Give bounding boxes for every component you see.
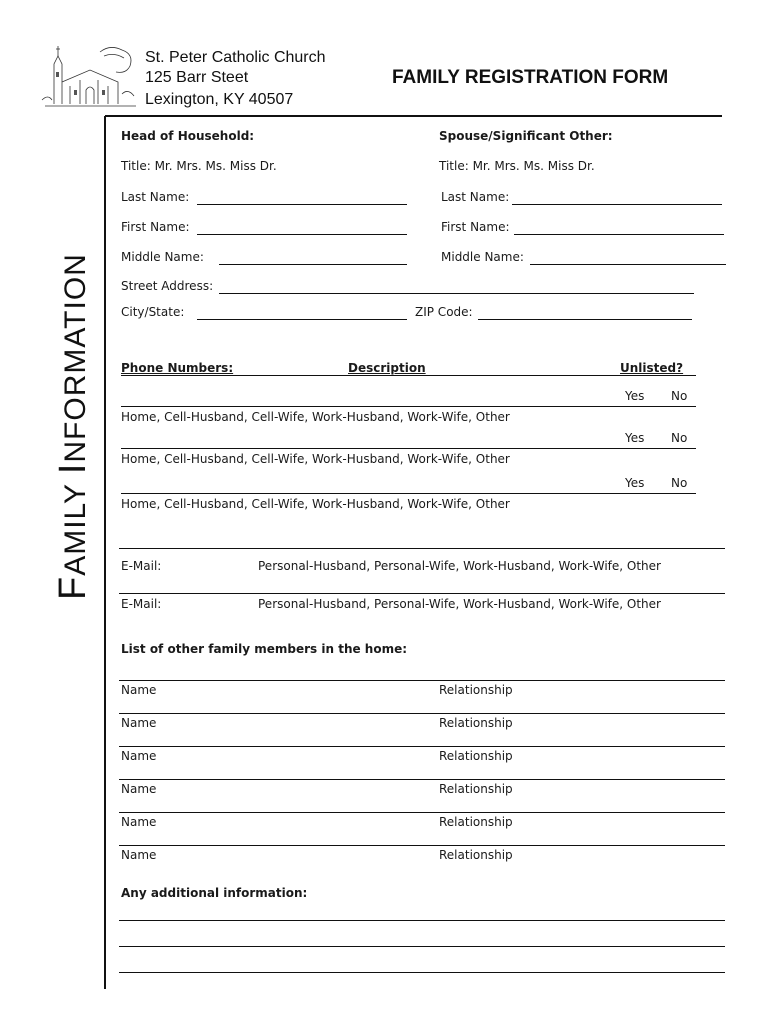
spouse-title-options[interactable]: Title: Mr. Mrs. Ms. Miss Dr.: [439, 159, 595, 173]
family-members-heading: List of other family members in the home:: [121, 642, 408, 656]
zip-code-label: ZIP Code:: [415, 305, 473, 319]
church-name: St. Peter Catholic Church: [145, 49, 326, 66]
family-member-4-name-label: Name: [121, 782, 157, 796]
spouse-middle-name-field[interactable]: [530, 264, 726, 265]
family-member-2-field[interactable]: [119, 713, 725, 714]
city-state-field[interactable]: [197, 319, 407, 320]
phone-unlisted-heading: Unlisted?: [620, 361, 684, 375]
church-city: Lexington, KY 40507: [145, 91, 294, 108]
spouse-first-name-field[interactable]: [514, 234, 724, 235]
spouse-heading: Spouse/Significant Other:: [439, 129, 613, 143]
email-1-label: E-Mail:: [121, 559, 162, 573]
phone-2-no[interactable]: No: [671, 431, 688, 445]
street-address-field[interactable]: [219, 293, 694, 294]
email-1-field[interactable]: [119, 548, 725, 549]
family-member-2-name-label: Name: [121, 716, 157, 730]
family-member-4-field[interactable]: [119, 779, 725, 780]
family-member-5-name-label: Name: [121, 815, 157, 829]
spouse-last-name-field[interactable]: [512, 204, 722, 205]
family-member-3-name-label: Name: [121, 749, 157, 763]
family-information-label: FAMILY INFORMATION: [52, 253, 94, 600]
email-2-field[interactable]: [119, 593, 725, 594]
phone-description-heading: Description: [348, 361, 426, 375]
family-member-3-field[interactable]: [119, 746, 725, 747]
email-2-options: Personal-Husband, Personal-Wife, Work-Husband, Work-Wife, Other: [258, 597, 661, 611]
family-member-6-field[interactable]: [119, 845, 725, 846]
head-last-name-field[interactable]: [197, 204, 407, 205]
head-last-name-label: Last Name:: [121, 190, 190, 204]
spouse-first-name-label: First Name:: [441, 220, 510, 234]
head-middle-name-label: Middle Name:: [121, 250, 204, 264]
head-first-name-label: First Name:: [121, 220, 190, 234]
additional-info-line-3[interactable]: [119, 972, 725, 973]
zip-code-field[interactable]: [478, 319, 692, 320]
head-of-household-heading: Head of Household:: [121, 129, 255, 143]
head-title-options[interactable]: Title: Mr. Mrs. Ms. Miss Dr.: [121, 159, 277, 173]
side-divider: [104, 116, 106, 989]
form-title: FAMILY REGISTRATION FORM: [392, 67, 669, 88]
head-middle-name-field[interactable]: [219, 264, 407, 265]
city-state-label: City/State:: [121, 305, 185, 319]
family-member-2-relationship-label: Relationship: [439, 716, 513, 730]
family-member-6-relationship-label: Relationship: [439, 848, 513, 862]
spouse-last-name-label: Last Name:: [441, 190, 510, 204]
phone-2-field[interactable]: [121, 448, 696, 449]
phone-2-yes[interactable]: Yes: [625, 431, 645, 445]
phone-1-yes[interactable]: Yes: [625, 389, 645, 403]
spouse-middle-name-label: Middle Name:: [441, 250, 524, 264]
phone-heading-rule: [121, 375, 696, 376]
family-member-1-relationship-label: Relationship: [439, 683, 513, 697]
head-first-name-field[interactable]: [197, 234, 407, 235]
phone-3-options: Home, Cell-Husband, Cell-Wife, Work-Husband, Work-Wife, Other: [121, 497, 510, 511]
phone-3-no[interactable]: No: [671, 476, 688, 490]
family-member-4-relationship-label: Relationship: [439, 782, 513, 796]
family-member-5-relationship-label: Relationship: [439, 815, 513, 829]
phone-1-field[interactable]: [121, 406, 696, 407]
phone-numbers-heading: Phone Numbers:: [121, 361, 234, 375]
phone-1-options: Home, Cell-Husband, Cell-Wife, Work-Husband, Work-Wife, Other: [121, 410, 510, 424]
phone-1-no[interactable]: No: [671, 389, 688, 403]
phone-3-field[interactable]: [121, 493, 696, 494]
family-member-1-field[interactable]: [119, 680, 725, 681]
additional-info-heading: Any additional information:: [121, 886, 308, 900]
header-divider: [105, 115, 722, 117]
church-street: 125 Barr Steet: [145, 69, 249, 86]
church-logo: [40, 42, 140, 112]
family-member-3-relationship-label: Relationship: [439, 749, 513, 763]
family-member-1-name-label: Name: [121, 683, 157, 697]
additional-info-line-1[interactable]: [119, 920, 725, 921]
phone-2-options: Home, Cell-Husband, Cell-Wife, Work-Husband, Work-Wife, Other: [121, 452, 510, 466]
street-address-label: Street Address:: [121, 279, 214, 293]
family-member-6-name-label: Name: [121, 848, 157, 862]
email-1-options: Personal-Husband, Personal-Wife, Work-Husband, Work-Wife, Other: [258, 559, 661, 573]
additional-info-line-2[interactable]: [119, 946, 725, 947]
phone-3-yes[interactable]: Yes: [625, 476, 645, 490]
email-2-label: E-Mail:: [121, 597, 162, 611]
family-member-5-field[interactable]: [119, 812, 725, 813]
